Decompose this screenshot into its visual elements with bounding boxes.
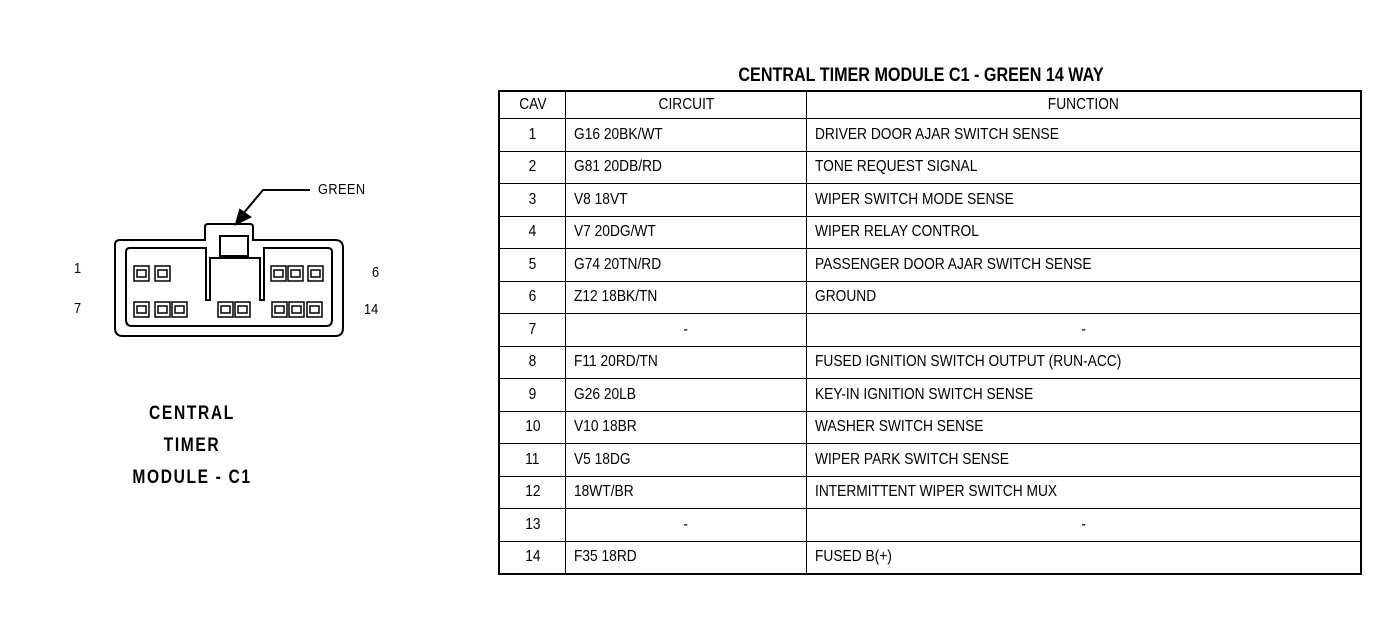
- cell-function: -: [807, 314, 1362, 347]
- cell-circuit: F11 20RD/TN: [566, 346, 807, 379]
- cell-circuit: V10 18BR: [566, 411, 807, 444]
- cell-cav: 8: [499, 346, 566, 379]
- table-row: [499, 444, 1361, 477]
- cell-cav: 11: [499, 444, 566, 477]
- cell-circuit: G16 20BK/WT: [566, 119, 807, 152]
- connector-diagram: [60, 170, 400, 340]
- connector-terminal: [292, 306, 301, 313]
- header-function: FUNCTION: [807, 91, 1362, 119]
- table-title: CENTRAL TIMER MODULE C1 - GREEN 14 WAY: [738, 65, 1104, 86]
- cell-cav: 1: [499, 119, 566, 152]
- cell-circuit: V5 18DG: [566, 444, 807, 477]
- connector-terminal: [221, 306, 230, 313]
- connector-terminal: [275, 306, 284, 313]
- connector-terminal: [238, 306, 247, 313]
- header-cav: CAV: [499, 91, 566, 119]
- green-leader-line: [242, 190, 310, 215]
- table-row: [499, 184, 1361, 217]
- table-row: [499, 151, 1361, 184]
- pin-label-1: 1: [74, 260, 82, 277]
- table-row: [499, 249, 1361, 282]
- cell-circuit: F35 18RD: [566, 541, 807, 574]
- table-row: [499, 411, 1361, 444]
- cell-cav: 13: [499, 509, 566, 542]
- cell-circuit: G81 20DB/RD: [566, 151, 807, 184]
- cell-cav: 12: [499, 476, 566, 509]
- cell-function: GROUND: [807, 281, 1362, 314]
- cell-cav: 14: [499, 541, 566, 574]
- connector-terminal: [158, 306, 167, 313]
- cell-circuit: V7 20DG/WT: [566, 216, 807, 249]
- pin-label-6: 6: [372, 264, 380, 281]
- connector-terminal: [310, 306, 319, 313]
- connector-caption: [126, 398, 257, 494]
- table-row: [499, 509, 1361, 542]
- connector-terminal: [274, 270, 283, 277]
- cell-circuit: G26 20LB: [566, 379, 807, 412]
- cell-function: DRIVER DOOR AJAR SWITCH SENSE: [807, 119, 1362, 152]
- caption-line-1: CENTRAL TIMER: [149, 403, 235, 456]
- cell-cav: 10: [499, 411, 566, 444]
- table-row: [499, 541, 1361, 574]
- connector-key: [220, 236, 248, 256]
- cell-cav: 4: [499, 216, 566, 249]
- cell-function: -: [807, 509, 1362, 542]
- cell-cav: 3: [499, 184, 566, 217]
- table-row: [499, 379, 1361, 412]
- cell-cav: 2: [499, 151, 566, 184]
- cell-function: WASHER SWITCH SENSE: [807, 411, 1362, 444]
- table-header-row: [499, 91, 1361, 119]
- header-circuit: CIRCUIT: [566, 91, 807, 119]
- table-row: [499, 346, 1361, 379]
- cell-function: PASSENGER DOOR AJAR SWITCH SENSE: [807, 249, 1362, 282]
- table-row: [499, 281, 1361, 314]
- cell-circuit: V8 18VT: [566, 184, 807, 217]
- cell-function: WIPER PARK SWITCH SENSE: [807, 444, 1362, 477]
- pin-label-14: 14: [364, 301, 379, 318]
- cell-function: KEY-IN IGNITION SWITCH SENSE: [807, 379, 1362, 412]
- cell-circuit: -: [566, 314, 807, 347]
- connector-terminal: [137, 306, 146, 313]
- pin-label-7: 7: [74, 300, 82, 317]
- cell-circuit: Z12 18BK/TN: [566, 281, 807, 314]
- caption-line-2: MODULE - C1: [132, 467, 252, 488]
- connector-terminal: [158, 270, 167, 277]
- cell-cav: 5: [499, 249, 566, 282]
- cell-cav: 7: [499, 314, 566, 347]
- wire-color-label: GREEN: [318, 181, 366, 198]
- cell-function: INTERMITTENT WIPER SWITCH MUX: [807, 476, 1362, 509]
- table-row: [499, 476, 1361, 509]
- cell-circuit: 18WT/BR: [566, 476, 807, 509]
- cell-cav: 6: [499, 281, 566, 314]
- table-row: [499, 119, 1361, 152]
- leader-arrowhead: [236, 210, 250, 224]
- connector-terminal: [311, 270, 320, 277]
- table-row: [499, 216, 1361, 249]
- connector-terminal: [175, 306, 184, 313]
- cell-function: FUSED IGNITION SWITCH OUTPUT (RUN-ACC): [807, 346, 1362, 379]
- cell-function: FUSED B(+): [807, 541, 1362, 574]
- cell-function: WIPER SWITCH MODE SENSE: [807, 184, 1362, 217]
- cell-cav: 9: [499, 379, 566, 412]
- table-row: [499, 314, 1361, 347]
- cell-function: TONE REQUEST SIGNAL: [807, 151, 1362, 184]
- connector-inner-wall: [126, 248, 332, 326]
- pinout-table: [498, 90, 1362, 575]
- cell-circuit: -: [566, 509, 807, 542]
- cell-circuit: G74 20TN/RD: [566, 249, 807, 282]
- connector-terminal: [291, 270, 300, 277]
- connector-terminal: [137, 270, 146, 277]
- cell-function: WIPER RELAY CONTROL: [807, 216, 1362, 249]
